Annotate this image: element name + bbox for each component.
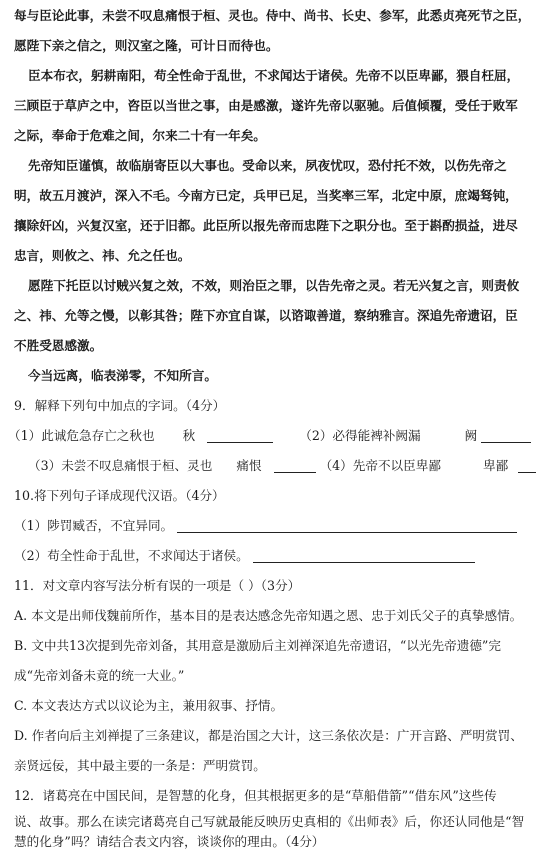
- answer-blank[interactable]: [207, 428, 273, 443]
- q9-word-3: 痛恨: [236, 458, 262, 473]
- answer-blank[interactable]: [274, 458, 316, 473]
- q9-item-2: （2）必得能裨补阙漏: [299, 428, 421, 443]
- question-10-stem: 10.将下列句子译成现代汉语。（4分）: [14, 488, 225, 503]
- q11-option-b-continued: 成“先帝刘备未竟的统一大业。”: [14, 668, 185, 683]
- q11-option-d-continued: 亲贤远佞，其中最主要的一条是：严明赏罚。: [14, 758, 266, 773]
- q11-option-a: A. 本文是出师伐魏前所作，基本目的是表达感念先帝知遇之恩、忠于刘氏父子的真挚感情。: [14, 608, 523, 623]
- q10-sentence-1: （1）陟罚臧否，不宜异同。: [14, 518, 174, 533]
- question-10-row-1: [14, 516, 522, 536]
- question-11-stem: 11．对文章内容写法分析有误的一项是（ ）（3分）: [14, 578, 301, 593]
- passage-line: 攘除奸凶，兴复汉室，还于旧都。此臣所以报先帝而忠陛下之职分也。至于斟酌损益，进尽: [14, 218, 518, 233]
- passage-line: 愿陛下托臣以讨贼兴复之效，不效，则治臣之罪，以告先帝之灵。若无兴复之言，则责攸: [28, 278, 520, 293]
- passage-line: 今当远离，临表涕零，不知所言。: [28, 368, 217, 383]
- q10-sentence-2: （2）苟全性命于乱世，不求闻达于诸侯。: [14, 548, 249, 563]
- answer-blank[interactable]: [518, 458, 536, 473]
- passage-line: 不胜受恩感激。: [14, 338, 103, 353]
- passage-line: 三顾臣于草庐之中，咨臣以当世之事，由是感激，遂许先帝以驱驰。后值倾覆，受任于败军: [14, 98, 518, 113]
- question-9-row-2: [28, 456, 522, 476]
- answer-blank[interactable]: [481, 428, 531, 443]
- passage-line: 臣本布衣，躬耕南阳，苟全性命于乱世，不求闻达于诸侯。先帝不以臣卑鄙，猥自枉屈，: [28, 68, 520, 83]
- q11-option-b: B. 文中共13次提到先帝刘备，其用意是激励后主刘禅深追先帝遗诏，“以光先帝遗德”完: [14, 638, 501, 653]
- q9-word-1: 秋: [182, 428, 196, 443]
- passage-line: 忠言，则攸之、祎、允之任也。: [14, 248, 191, 263]
- q9-word-4: 卑鄙: [482, 458, 509, 473]
- question-10-row-2: [14, 546, 522, 566]
- answer-blank[interactable]: [177, 518, 517, 533]
- passage-line: 明，故五月渡泸，深入不毛。今南方已定，兵甲已足，当奖率三军，北定中原，庶竭驽钝，: [14, 188, 518, 203]
- passage-line: 愿陛下亲之信之，则汉室之隆，可计日而待也。: [14, 38, 279, 53]
- q9-word-2: 阙: [464, 428, 478, 443]
- question-12-line: 12．诸葛亮在中国民间，是智慧的化身，但其根据更多的是“草船借箭”“借东风”这些传: [14, 788, 497, 803]
- passage-line: 每与臣论此事，未尝不叹息痛恨于桓、灵也。侍中、尚书、长史、参军，此悉贞亮死节之臣，: [14, 8, 531, 23]
- q11-option-d: D. 作者向后主刘禅提了三条建议，都是治国之大计，这三条依次是：广开言路、严明赏罚、: [14, 728, 523, 743]
- q9-item-3: （3）未尝不叹息痛恨于桓、灵也: [28, 458, 213, 473]
- q9-item-4: （4）先帝不以臣卑鄙: [319, 458, 441, 473]
- question-12-line: 说、故事。那么在读完诸葛亮自己写就最能反映历史真相的《出师表》后，你还认同他是“智: [14, 814, 525, 829]
- passage-line: 之、祎、允等之慢，以彰其咎；陛下亦宜自谋，以谘诹善道，察纳雅言。深追先帝遗诏，臣: [14, 308, 518, 323]
- question-9-stem: 9．解释下列句中加点的字词。（4分）: [14, 398, 226, 413]
- q11-option-c: C. 本文表达方式以议论为主，兼用叙事、抒情。: [14, 698, 284, 713]
- question-9-row-1: [8, 426, 522, 446]
- passage-line: 先帝知臣谨慎，故临崩寄臣以大事也。受命以来，夙夜忧叹，恐付托不效，以伤先帝之: [28, 158, 507, 173]
- q9-item-1: （1）此诚危急存亡之秋也: [8, 428, 155, 443]
- passage-line: 之际，奉命于危难之间，尔来二十有一年矣。: [14, 128, 266, 143]
- answer-blank[interactable]: [253, 548, 475, 563]
- question-12-line: 慧的化身”吗？请结合表文内容，谈谈你的理由。（4分）: [14, 834, 325, 849]
